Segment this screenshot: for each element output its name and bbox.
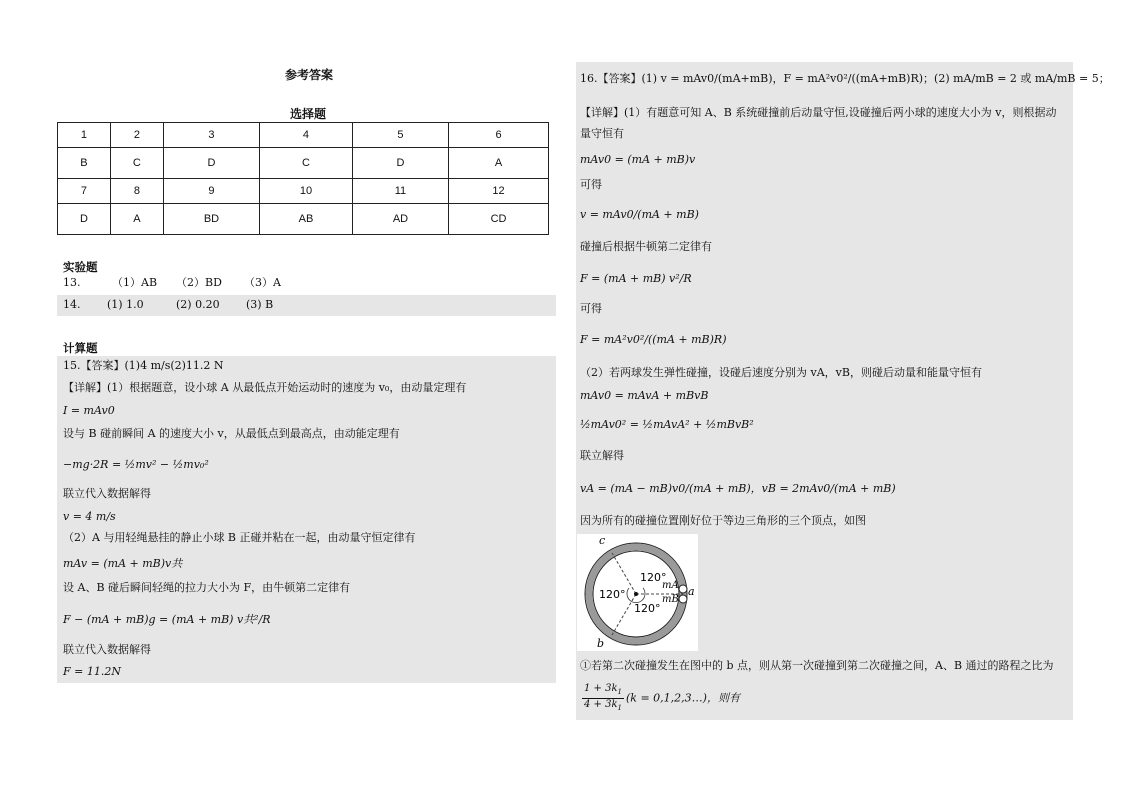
table-cell: 3 [163,123,259,148]
q15-equation-3: v = 4 m/s [63,510,116,523]
q16-text-4: ①若第二次碰撞发生在图中的 b 点，则从第一次碰撞到第二次碰撞之间，A、B 通过的路程之比为 [580,659,1054,672]
q15-equation-4: mAv = (mA + mB)v共 [63,557,183,570]
q16-equation-4: F = mA²v0²/((mA + mB)R) [580,333,727,346]
q15-text-4: （2）A 与用轻绳悬挂的静止小球 B 正碰并粘在一起，由动量守恒定律有 [63,531,416,544]
q16-text-lianli: 联立解得 [580,449,624,462]
table-cell: C [260,148,353,179]
table-cell: AD [352,204,448,235]
table-cell: 12 [449,179,549,204]
table-cell: 7 [58,179,111,204]
table-cell: 5 [352,123,448,148]
q16-equation-6: ½mAv0² = ½mAvA² + ½mBvB² [580,418,754,431]
q13-number: 13. [63,276,81,289]
table-cell: A [110,204,163,235]
table-cell: 2 [110,123,163,148]
q14-number: 14. [63,298,81,311]
table-cell: 4 [260,123,353,148]
q13-answer-2: （2）BD [176,276,222,289]
section-calc-heading: 计算题 [63,341,98,355]
q16-text-3: 因为所有的碰撞位置刚好位于等边三角形的三个顶点，如图 [580,514,866,527]
q15-text-5: 设 A、B 碰后瞬间轻绳的拉力大小为 F，由牛顿第二定律有 [63,581,351,594]
table-row [58,148,549,179]
angle-label-top: 120° [640,571,667,584]
ratio-fraction: $\frac{1 + 3k_1}{4 + 3k_1}$ [584,683,622,712]
q16-equation-1: mAv0 = (mA + mB)v [580,153,696,166]
label-c: c [599,534,606,547]
collision-figure [577,534,698,651]
q16-answer: 16.【答案】(1) v = mAv0/(mA+mB)，F = mA²v0²/((mA+mB)R)；(2) mA/mB = 2 或 mA/mB = 5； [580,72,1110,85]
q16-equation-8 [580,683,740,714]
page-title: 参考答案 [285,68,334,82]
q15-answer: 15.【答案】(1)4 m/s(2)11.2 N [63,359,224,372]
q15-equation-6: F = 11.2N [63,665,121,678]
table-cell: CD [449,204,549,235]
q16-detail-1: 【详解】(1）有题意可知 A、B 系统碰撞前后动量守恒,设碰撞后两小球的速度大小为 v，则根据动 [580,106,1057,119]
q16-equation-2: v = mAv0/(mA + mB) [580,208,699,221]
choice-answer-table [57,122,549,235]
angle-label-left: 120° [599,588,626,601]
q15-text-3: 联立代入数据解得 [63,487,151,500]
table-row [58,123,549,148]
section-choice-heading: 选择题 [290,107,327,121]
q16-equation-5: mAv0 = mAvA + mBvB [580,389,709,402]
q15-detail-1: 【详解】(1）根据题意，设小球 A 从最低点开始运动时的速度为 v₀，由动量定理有 [63,381,467,394]
table-row [58,204,549,235]
q16-text-kede-1: 可得 [580,178,602,191]
table-cell: D [163,148,259,179]
q16-text-kede-2: 可得 [580,302,602,315]
table-cell: D [352,148,448,179]
table-cell: BD [163,204,259,235]
q16-text-2: （2）若两球发生弹性碰撞，设碰后速度分别为 vA，vB，则碰后动量和能量守恒有 [580,366,982,379]
table-cell: 10 [260,179,353,204]
q16-equation-3: F = (mA + mB) v²/R [580,272,692,285]
table-cell: D [58,204,111,235]
q13-answer-1: （1）AB [112,276,158,289]
label-ma: mA [662,580,679,591]
q15-highlight [57,356,556,683]
q16-equation-8-tail: (k = 0,1,2,3…)，则有 [626,691,740,705]
label-b: b [597,637,605,650]
q14-answer-2: (2) 0.20 [176,298,220,311]
q16-equation-7: vA = (mA − mB)v0/(mA + mB)，vB = 2mAv0/(mA + mB) [580,482,896,495]
q15-text-2: 设与 B 碰前瞬间 A 的速度大小 v，从最低点到最高点，由动能定理有 [63,427,400,440]
q16-text-newton: 碰撞后根据牛顿第二定律有 [580,240,712,253]
q14-answer-1: (1) 1.0 [107,298,144,311]
table-cell: 9 [163,179,259,204]
label-a: a [688,585,695,598]
circular-track-diagram [577,534,698,651]
q15-equation-2: −mg·2R = ½mv² − ½mv₀² [63,458,209,471]
q15-text-6: 联立代入数据解得 [63,643,151,656]
table-cell: 11 [352,179,448,204]
table-cell: AB [260,204,353,235]
table-cell: B [58,148,111,179]
q15-equation-1: I = mAv0 [63,404,115,417]
q13-answer-3: （3）A [244,276,281,289]
angle-label-bottom: 120° [634,602,661,615]
q14-answer-3: (3) B [246,298,274,311]
table-cell: C [110,148,163,179]
table-cell: 1 [58,123,111,148]
label-mb: mB [662,594,679,605]
q16-detail-1b: 量守恒有 [580,127,624,140]
section-experiment-heading: 实验题 [63,260,98,274]
table-cell: A [449,148,549,179]
table-cell: 6 [449,123,549,148]
table-cell: 8 [110,179,163,204]
table-row [58,179,549,204]
q15-equation-5: F − (mA + mB)g = (mA + mB) v共²/R [63,613,271,626]
